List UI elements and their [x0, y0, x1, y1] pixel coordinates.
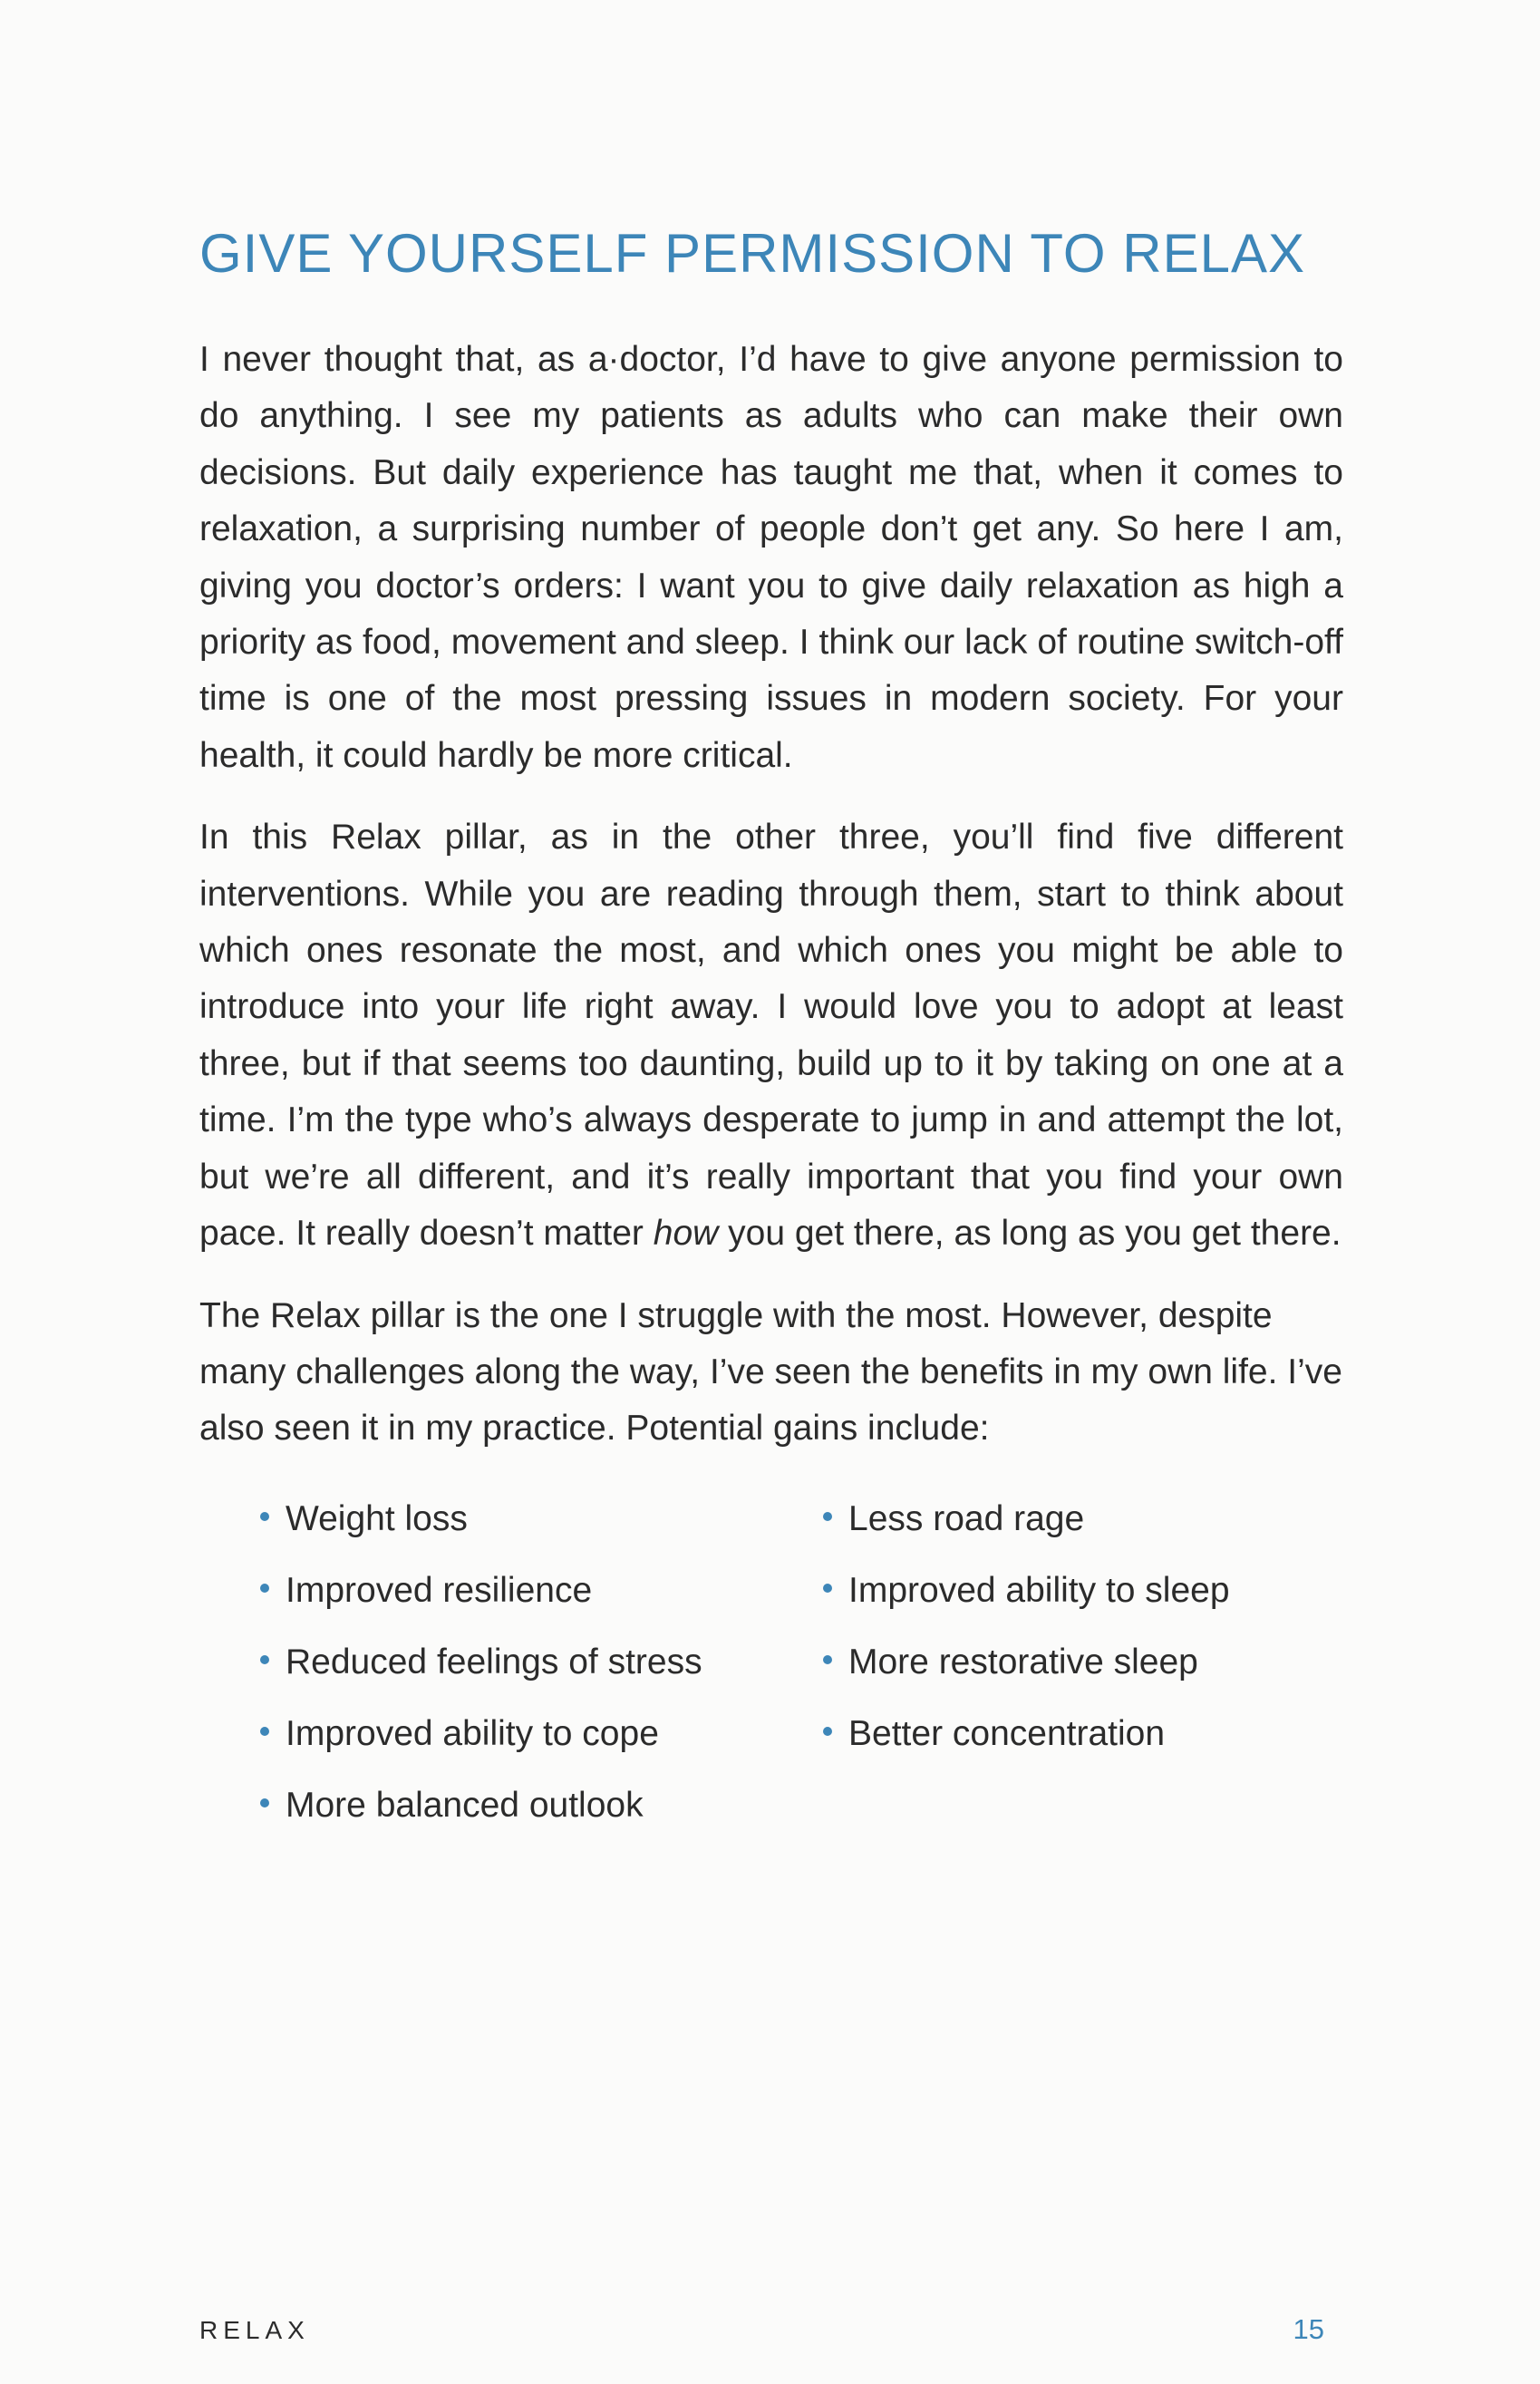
running-footer-section: RELAX: [199, 2316, 310, 2344]
list-item-label: Improved ability to cope: [286, 1713, 659, 1753]
list-item: [823, 1555, 1230, 1626]
list-item-label: Better concentration: [848, 1713, 1166, 1753]
list-item: [260, 1626, 702, 1698]
list-item-label: Weight loss: [286, 1498, 468, 1538]
list-item: [260, 1698, 702, 1769]
list-item: [823, 1698, 1230, 1769]
list-item: [260, 1769, 702, 1841]
list-item: [823, 1626, 1230, 1698]
list-item-label: More balanced outlook: [286, 1785, 644, 1825]
benefits-list: [199, 1483, 1343, 1864]
bullet-icon: [823, 1655, 832, 1664]
list-item-label: More restorative sleep: [848, 1642, 1198, 1681]
list-item: [823, 1483, 1230, 1555]
list-item-label: Improved ability to sleep: [848, 1570, 1230, 1610]
bullet-icon: [260, 1798, 269, 1807]
page-content: [199, 218, 1343, 1864]
bullet-icon: [260, 1727, 269, 1736]
emphasis-how: how: [653, 1214, 719, 1254]
bullet-icon: [823, 1584, 832, 1593]
paragraph-intro: I never thought that, as a·doctor, I’d have to give anyone permission to do anything. I see my patients as adults who can make their own decisions. But daily experience has taught me that, when it comes to relaxation, a surprising number of people don’t get any. So here I am, giving you doctor’s orders: I want you to give daily relaxation as high a priority as food, movement and sleep. I think our lack of routine switch-off time is one of the most pressing issues in modern society. For your health, it could hardly be more critical.: [199, 340, 1343, 775]
bullet-icon: [260, 1655, 269, 1664]
list-item: [260, 1483, 702, 1555]
bullet-icon: [260, 1584, 269, 1593]
paragraph-interventions: [199, 809, 1343, 1262]
benefits-column-right: [823, 1483, 1230, 1769]
benefits-column-left: [260, 1483, 702, 1841]
page-heading: GIVE YOURSELF PERMISSION TO RELAX: [199, 223, 1306, 284]
bullet-icon: [260, 1512, 269, 1521]
paragraph-gains: The Relax pillar is the one I struggle with the most. However, despite many challenges along the way, I’ve seen the benefits in my own life. I’ve also seen it in my practice. Potential gains include:: [199, 1295, 1342, 1449]
list-item: [260, 1555, 702, 1626]
list-item-label: Reduced feelings of stress: [286, 1642, 702, 1681]
list-item-label: Improved resilience: [286, 1570, 593, 1610]
paragraph-interventions-end: you get there, as long as you get there.: [718, 1214, 1341, 1254]
bullet-icon: [823, 1512, 832, 1521]
bullet-icon: [823, 1727, 832, 1736]
page-number: 15: [1293, 2313, 1324, 2345]
paragraph-interventions-text: In this Relax pillar, as in the other three, you’ll find five different interventions. While you are reading through them, start to think about which ones resonate the most, and which ones you might be able to introduce into your life right away. I would love you to adopt at least three, but if that seems too daunting, build up to it by taking on one at a time. I’m the type who’s always desperate to jump in and attempt the lot, but we’re all different, and it’s really important that you find your own pace. It really doesn’t matter: [199, 818, 1343, 1254]
list-item-label: Less road rage: [848, 1498, 1085, 1538]
